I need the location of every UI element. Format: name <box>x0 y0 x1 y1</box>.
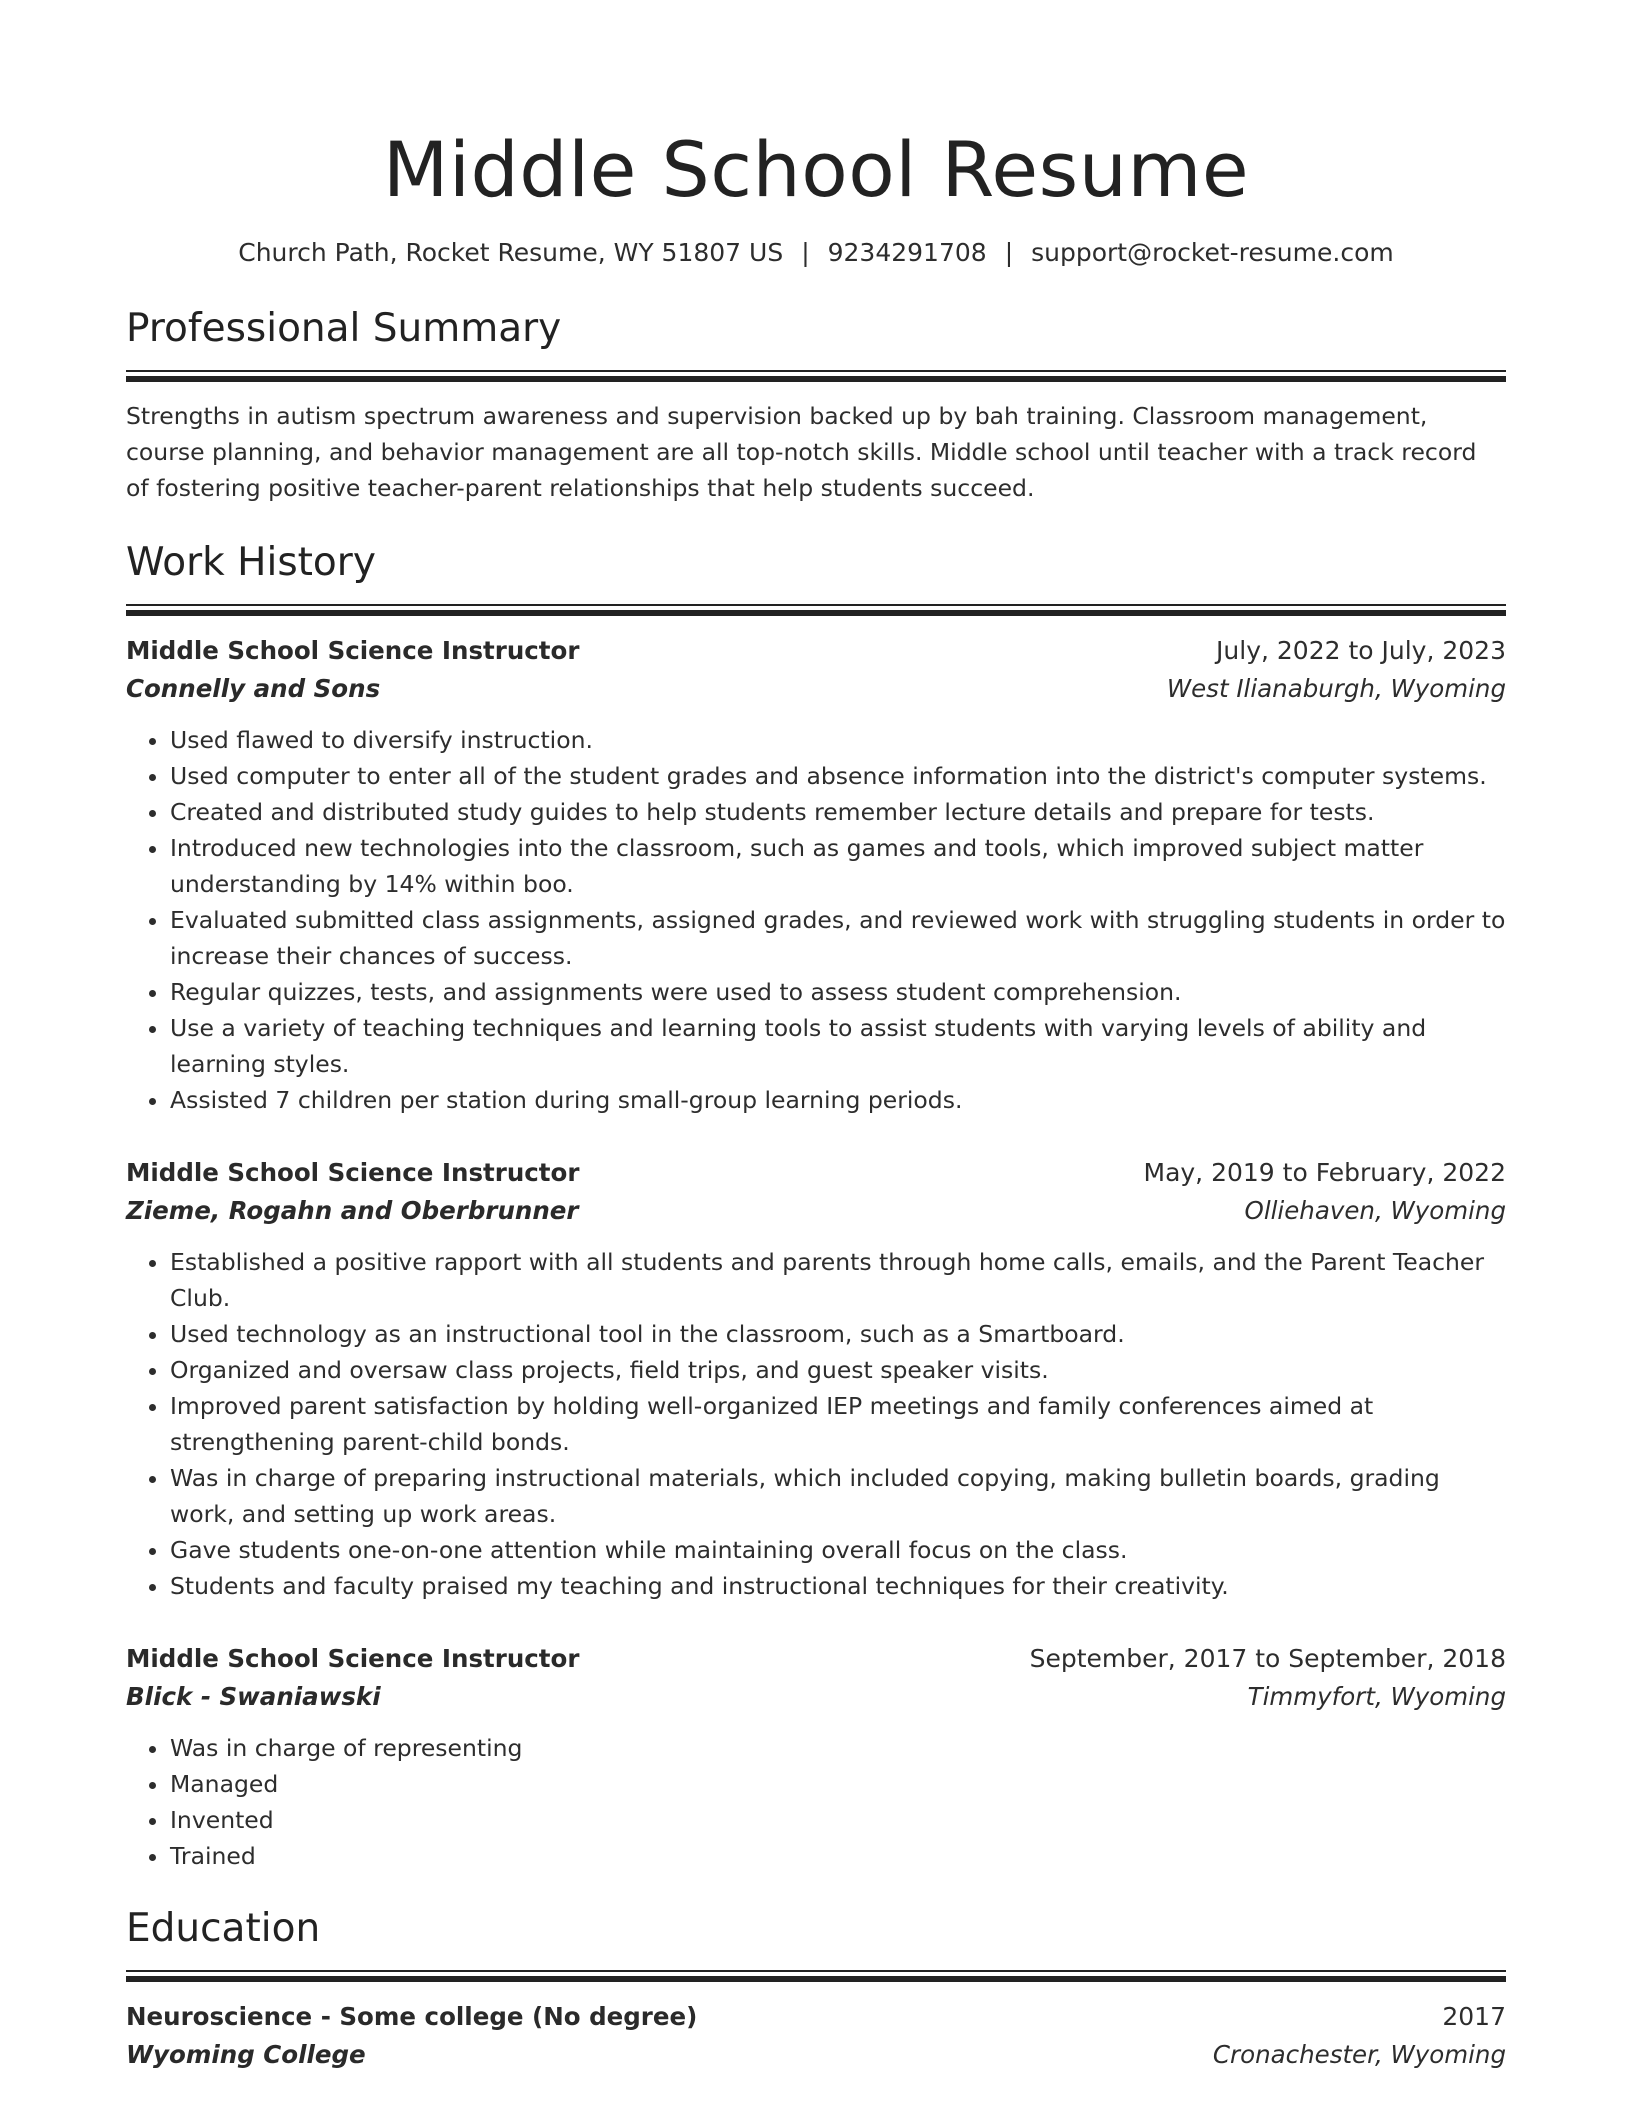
list-item: • Was in charge of preparing instructional materials, which included copying, making bulletin boards, grading work, and setting up work areas. <box>170 1460 1506 1532</box>
list-item: • Gave students one-on-one attention while maintaining overall focus on the class. <box>170 1532 1506 1568</box>
list-item: • Improved parent satisfaction by holding well-organized IEP meetings and family conferences aimed at strengthening parent-child bonds. <box>170 1388 1506 1460</box>
job-entry <box>126 632 1506 1118</box>
education-school: Wyoming College <box>126 2040 366 2069</box>
section-divider <box>126 1970 1506 1980</box>
contact-email: support@rocket-resume.com <box>1031 238 1394 267</box>
job-title: Middle School Science Instructor <box>126 1644 580 1673</box>
job-entry <box>126 1154 1506 1604</box>
job-bullets <box>126 722 1506 1118</box>
contact-phone: 9234291708 <box>827 238 987 267</box>
job-company: Zieme, Rogahn and Oberbrunner <box>126 1196 579 1225</box>
section-divider <box>126 370 1506 380</box>
list-item: • Introduced new technologies into the classroom, such as games and tools, which improved subject matter understanding by 14% within boo. <box>170 830 1506 902</box>
education-entry <box>126 1998 1506 2074</box>
contact-separator: | <box>1004 238 1014 267</box>
list-item: • Assisted 7 children per station during small-group learning periods. <box>170 1082 1506 1118</box>
list-item: • Students and faculty praised my teaching and instructional techniques for their creativity. <box>170 1568 1506 1604</box>
job-title: Middle School Science Instructor <box>126 636 580 665</box>
list-item: • Was in charge of representing <box>170 1730 1506 1766</box>
list-item: • Used flawed to diversify instruction. <box>170 722 1506 758</box>
list-item: • Use a variety of teaching techniques and learning tools to assist students with varying levels of ability and learning styles. <box>170 1010 1506 1082</box>
job-entry <box>126 1640 1506 1874</box>
job-company: Blick - Swaniawski <box>126 1682 381 1711</box>
job-location: Olliehaven, Wyoming <box>1244 1196 1506 1225</box>
list-item: • Established a positive rapport with all students and parents through home calls, emails, and the Parent Teacher Club. <box>170 1244 1506 1316</box>
list-item: • Managed <box>170 1766 1506 1802</box>
contact-line <box>126 236 1506 270</box>
list-item: • Created and distributed study guides to help students remember lecture details and prepare for tests. <box>170 794 1506 830</box>
section-divider <box>126 604 1506 614</box>
education-degree: Neuroscience - Some college (No degree) <box>126 2002 698 2031</box>
list-item: • Evaluated submitted class assignments, assigned grades, and reviewed work with struggling students in order to increase their chances of success. <box>170 902 1506 974</box>
job-bullets <box>126 1730 1506 1874</box>
job-dates: July, 2022 to July, 2023 <box>1216 636 1506 665</box>
list-item: • Organized and oversaw class projects, field trips, and guest speaker visits. <box>170 1352 1506 1388</box>
section-title: Work History <box>126 540 376 585</box>
work-history-section <box>126 536 1506 1874</box>
professional-summary-section <box>126 302 1506 506</box>
job-dates: September, 2017 to September, 2018 <box>1029 1644 1506 1673</box>
summary-text: Strengths in autism spectrum awareness and supervision backed up by bah training. Classroom management, course planning, and behavior management are all top-notch skills. Middle school until teacher with a track record of fostering positive teacher-parent relationships that help students succeed. <box>126 402 1477 502</box>
job-dates: May, 2019 to February, 2022 <box>1143 1158 1506 1187</box>
job-company: Connelly and Sons <box>126 674 381 703</box>
job-location: West Ilianaburgh, Wyoming <box>1166 674 1506 703</box>
list-item: • Used computer to enter all of the student grades and absence information into the district's computer systems. <box>170 758 1506 794</box>
job-title: Middle School Science Instructor <box>126 1158 580 1187</box>
contact-separator: | <box>801 238 810 267</box>
list-item: • Trained <box>170 1838 1506 1874</box>
job-bullets <box>126 1244 1506 1604</box>
section-title: Professional Summary <box>126 306 562 351</box>
list-item: • Regular quizzes, tests, and assignments were used to assess student comprehension. <box>170 974 1506 1010</box>
list-item: • Invented <box>170 1802 1506 1838</box>
job-location: Timmyfort, Wyoming <box>1247 1682 1506 1711</box>
contact-address: Church Path, Rocket Resume, WY 51807 US <box>238 238 784 267</box>
resume-name: Middle School Resume <box>382 125 1250 214</box>
education-location: Cronachester, Wyoming <box>1212 2040 1506 2069</box>
education-year: 2017 <box>1442 2002 1506 2031</box>
education-section <box>126 1902 1506 2074</box>
section-title: Education <box>126 1906 321 1951</box>
list-item: • Used technology as an instructional tool in the classroom, such as a Smartboard. <box>170 1316 1506 1352</box>
